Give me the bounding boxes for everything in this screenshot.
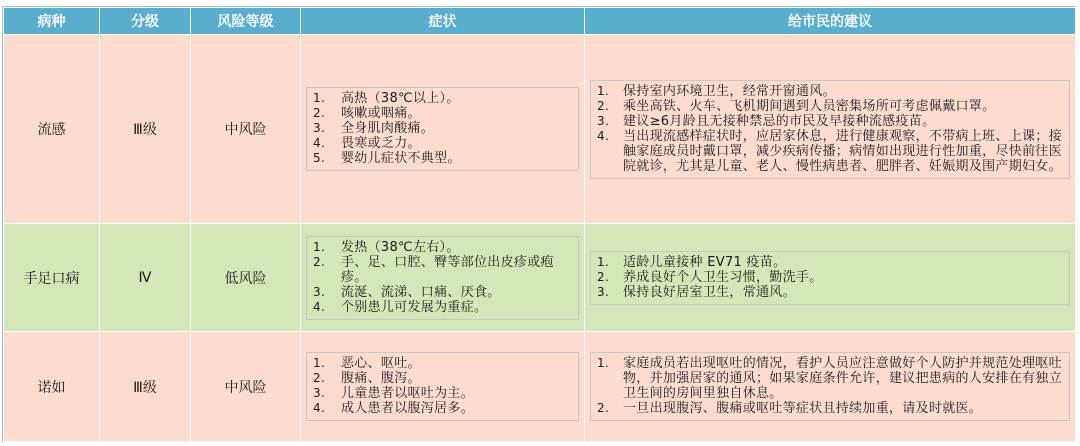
- disease-name: 手足口病: [4, 224, 100, 332]
- header-risk: 风险等级: [191, 8, 301, 35]
- disease-advice-table-frame: [2, 6, 1076, 442]
- advice-list: [595, 255, 1063, 300]
- disease-level: Ⅳ: [100, 224, 191, 332]
- symptoms-list: [311, 356, 572, 416]
- list-item: 当出现流感样症状时，应居家休息，进行健康观察，不带病上班、上课；接触家庭成员时戴口罩，减少疾病传播；病情如出现进行性加重，尽快前往医院就诊，尤其是儿童、老人、慢性病患者、肥胖者、妊娠期及围产期妇女。: [623, 128, 1062, 174]
- advice-list: [595, 84, 1063, 174]
- symptoms-list: [311, 91, 572, 166]
- list-item: 建议≥6月龄且无接种禁忌的市民及早接种流感疫苗。: [623, 113, 936, 129]
- symptoms-cell: [301, 224, 585, 332]
- disease-level: Ⅲ级: [100, 332, 191, 442]
- table-row-norovirus: [4, 332, 1076, 442]
- list-item: 家庭成员若出现呕吐的情况，看护人员应注意做好个人防护并规范处理呕吐物，并加强居家的通风；如果家庭条件允许，建议把患病的人安排在有独立卫生间的房间里独自休息。: [623, 356, 1062, 401]
- list-item: 乘坐高铁、火车、飞机期间遇到人员密集场所可考虑佩戴口罩。: [623, 98, 996, 114]
- list-item: 儿童患者以呕吐为主。: [341, 386, 475, 401]
- advice-cell: [585, 332, 1076, 442]
- advice-list: [595, 356, 1063, 416]
- list-item: 恶心、呕吐。: [341, 356, 421, 371]
- header-row: [4, 8, 1076, 35]
- disease-level: Ⅲ级: [100, 35, 191, 224]
- list-item: 全身肌肉酸痛。: [341, 121, 435, 136]
- list-item: 咳嗽或咽痛。: [341, 106, 421, 121]
- header-level: 分级: [100, 8, 191, 35]
- symptoms-list: [311, 240, 572, 315]
- risk-level: 中风险: [191, 35, 301, 224]
- symptoms-box: [306, 352, 579, 421]
- list-item: 腹痛、腹泻。: [341, 371, 421, 386]
- header-symptoms: 症状: [301, 8, 585, 35]
- disease-advice-table: [3, 7, 1076, 442]
- list-item: 养成良好个人卫生习惯，勤洗手。: [623, 269, 823, 285]
- advice-box: [590, 352, 1070, 421]
- disease-name: 流感: [4, 35, 100, 224]
- list-item: 一旦出现腹泻、腹痛或呕吐等症状且持续加重，请及时就医。: [623, 401, 983, 416]
- table-row-hand-foot-mouth: [4, 224, 1076, 332]
- list-item: 高热（38℃以上）。: [341, 91, 460, 106]
- list-item: 手、足、口腔、臀等部位出皮疹或疱疹。: [341, 254, 554, 285]
- list-item: 成人患者以腹泻居多。: [341, 401, 475, 416]
- list-item: 个别患儿可发展为重症。: [341, 299, 488, 315]
- symptoms-box: [306, 236, 579, 320]
- symptoms-box: [306, 87, 579, 171]
- list-item: 流涎、流涕、口痛、厌食。: [341, 284, 501, 300]
- symptoms-cell: [301, 332, 585, 442]
- list-item: 适龄儿童接种 EV71 疫苗。: [623, 254, 787, 270]
- header-advice: 给市民的建议: [585, 8, 1076, 35]
- advice-cell: [585, 224, 1076, 332]
- header-disease: 病种: [4, 8, 100, 35]
- table-row-influenza: [4, 35, 1076, 224]
- symptoms-cell: [301, 35, 585, 224]
- advice-box: [590, 251, 1070, 305]
- advice-cell: [585, 35, 1076, 224]
- disease-name: 诺如: [4, 332, 100, 442]
- list-item: 发热（38℃左右）。: [341, 239, 460, 255]
- list-item: 保持室内环境卫生，经常开窗通风。: [623, 83, 836, 99]
- risk-level: 中风险: [191, 332, 301, 442]
- advice-box: [590, 80, 1070, 179]
- list-item: 婴幼儿症状不典型。: [341, 151, 461, 166]
- list-item: 畏寒或乏力。: [341, 136, 421, 151]
- risk-level: 低风险: [191, 224, 301, 332]
- list-item: 保持良好居室卫生，常通风。: [623, 284, 796, 300]
